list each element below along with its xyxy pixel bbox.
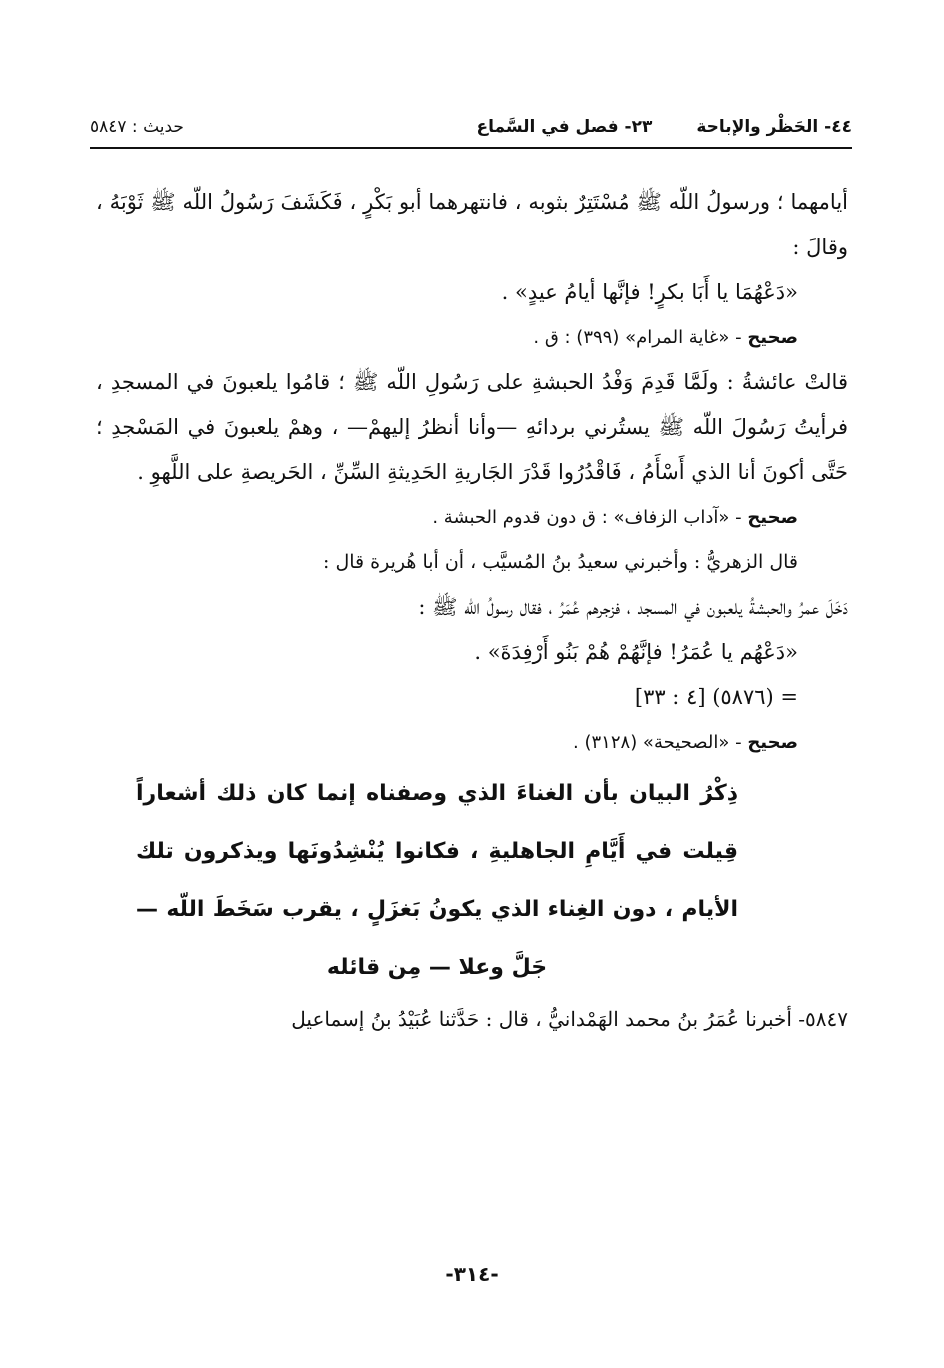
page-number: -٣١٤- [445,1262,499,1286]
chapter-title: ٢٣- فصل في السَّماع [476,117,653,137]
quote: «دَعْهُم يا عُمَرُ! فإنَّهُمْ هُمْ بَنُو أَرْفِدَةَ» . [474,640,798,664]
grading-source: - «الصحيحة» (٣١٢٨) . [573,732,748,753]
paragraph: قال الزهريُّ : وأخبرني سعيدُ بنُ المُسيَّب ، أن أبا هُريرة قال : [323,551,798,573]
grading-source: - «غاية المرام» (٣٩٩) : ق . [533,327,748,348]
hadith-number: حديث : ٥٨٤٧ [90,117,184,137]
hadith-isnad: ٥٨٤٧- أخبرنا عُمَرُ بنُ محمد الهَمْدانيُّ ، قال : حَدَّثنا عُبَيْدُ بنُ إسماعيل [291,1007,848,1031]
grading-label: صحيح [747,732,798,753]
paragraph: أيامهما ؛ ورسولُ اللّه ﷺ مُسْتَتِرٌ بثوبه ، فانتهرهما أبو بَكْرٍ ، فَكَشَفَ رَسُولُ اللّه ﷺ ثَوْبَهُ ، وقالَ : [96,190,848,259]
paragraph: قالتْ عائشةُ : ولَمَّا قَدِمَ وَفْدُ الحبشةِ على رَسُولِ اللّه ﷺ ؛ قامُوا يلعبونَ في المسجدِ ، فرأيتُ رَسُولَ اللّه ﷺ يستُرني بردائهِ —وأنا أنظرُ إليهمْ— ، وهمْ يلعبونَ في المَسْجدِ ؛ حَتَّى أكونَ أنا الذي أَسْأَمُ ، فَاقْدُرُوا قَدْرَ الجَاريةِ الحَدِيثةِ السِّنِّ ، الحَريصةِ على اللَّهوِ . [96,370,848,484]
page-body [96,180,848,1042]
book-title: ٤٤- الحَظْر والإباحة [696,117,852,137]
quote: «دَعْهُمَا يا أَبَا بكرٍ! فإنَّها أيامُ عيدٍ» . [501,280,798,304]
grading-label: صحيح [747,507,798,528]
grading-line [96,720,848,765]
grading-line [96,495,848,540]
grading-source: - «آداب الزفاف» : ق دون قدوم الحبشة . [432,507,748,528]
grading-line [96,315,848,360]
header-divider [90,147,852,149]
cross-reference: = (٥٨٧٦) [٤ : ٣٣] [634,685,798,709]
grading-label: صحيح [747,327,798,348]
header-titles [476,117,852,137]
paragraph: دَخَلَ عمرُ والحبشةُ يلعبون في المسجد ، فزجرهم عُمَرُ ، فقال رسولُ اللّه ﷺ : [418,595,848,619]
running-header [90,112,852,142]
section-heading: ذِكْرُ البيان بأن الغناءَ الذي وصفناه إنما كان ذلك أشعاراً قِيلت في أَيَّامِ الجاهليةِ ، فكانوا يُنْشِدُونَها ويذكرون تلك الأيام ، دون الغِناء الذي يكونُ بَغزَلٍ ، يقرب سَخَطَ اللّه — جَلَّ وعلا — مِن قائله [136,781,738,980]
